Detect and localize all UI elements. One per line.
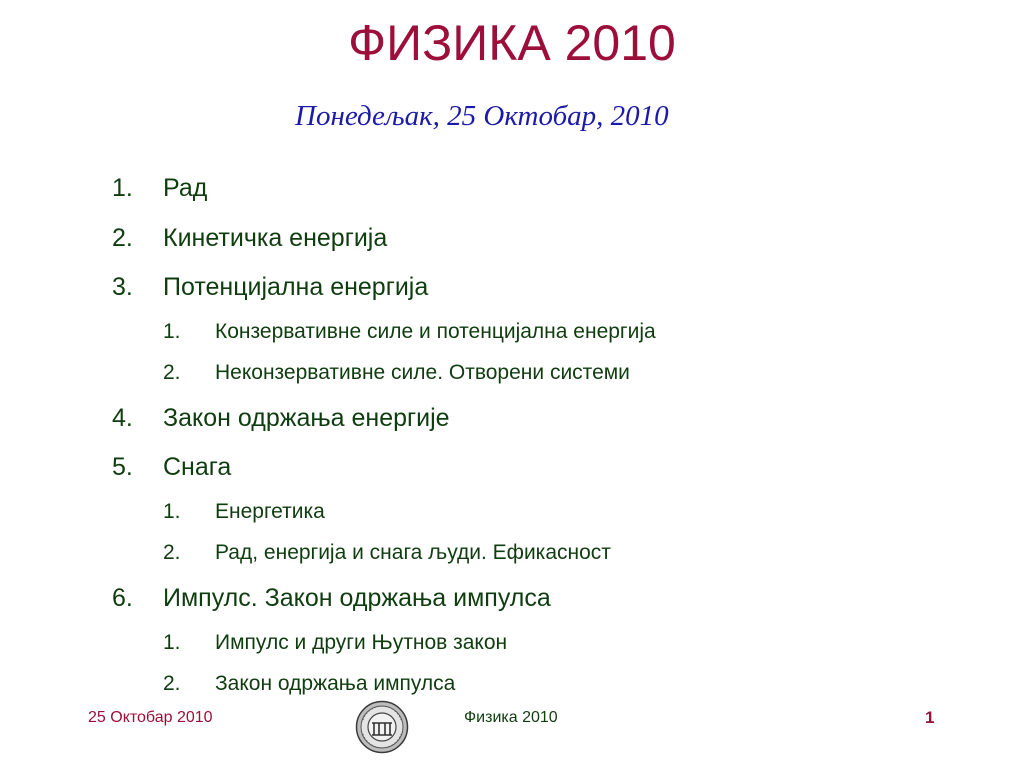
list-subitem: [163, 672, 863, 700]
list-item-text: Снага: [163, 453, 232, 481]
list-item: [112, 174, 812, 206]
university-seal-icon: [355, 700, 409, 754]
slide-title: ФИЗИКА 2010: [348, 15, 676, 71]
list-subitem-text: Закон одржања импулса: [215, 672, 456, 695]
list-subitem-number: 1.: [163, 500, 181, 523]
list-subitem: [163, 541, 863, 569]
list-item-text: Кинетичка енергија: [163, 224, 388, 252]
list-subitem-text: Конзервативне силе и потенцијална енергија: [215, 320, 656, 343]
list-subitem: [163, 320, 863, 348]
list-subitem-number: 1.: [163, 631, 181, 654]
list-subitem-number: 2.: [163, 541, 181, 564]
footer-date: 25 Октобар 2010: [88, 709, 213, 726]
list-subitem: [163, 631, 863, 659]
list-subitem-text: Енергетика: [215, 500, 325, 523]
list-item: [112, 273, 812, 305]
footer-course-name: Физика 2010: [464, 709, 558, 726]
list-subitem-number: 1.: [163, 320, 181, 343]
list-subitem-text: Рад, енергија и снага људи. Ефикасност: [215, 541, 611, 564]
list-item-number: 2.: [112, 224, 133, 252]
list-subitem-text: Неконзервативне силе. Отворени системи: [215, 361, 630, 384]
list-subitem-number: 2.: [163, 672, 181, 695]
list-item-number: 6.: [112, 584, 133, 612]
list-item: [112, 584, 812, 616]
slide-subtitle: Понедељак, 25 Октобар, 2010: [295, 100, 669, 132]
list-item-text: Потенцијална енергија: [163, 273, 429, 301]
slide-number: 1: [925, 708, 935, 727]
list-item-text: Закон одржања енергије: [163, 404, 450, 432]
list-item-number: 1.: [112, 174, 133, 202]
list-item: [112, 453, 812, 485]
list-subitem-text: Импулс и други Њутнов закон: [215, 631, 508, 654]
list-item: [112, 224, 812, 256]
list-item-text: Импулс. Закон одржања импулса: [163, 584, 551, 612]
list-item-number: 4.: [112, 404, 133, 432]
list-subitem-number: 2.: [163, 361, 181, 384]
list-item-text: Рад: [163, 174, 208, 202]
list-item-number: 3.: [112, 273, 133, 301]
list-item: [112, 404, 812, 436]
list-subitem: [163, 361, 863, 389]
list-subitem: [163, 500, 863, 528]
list-item-number: 5.: [112, 453, 133, 481]
